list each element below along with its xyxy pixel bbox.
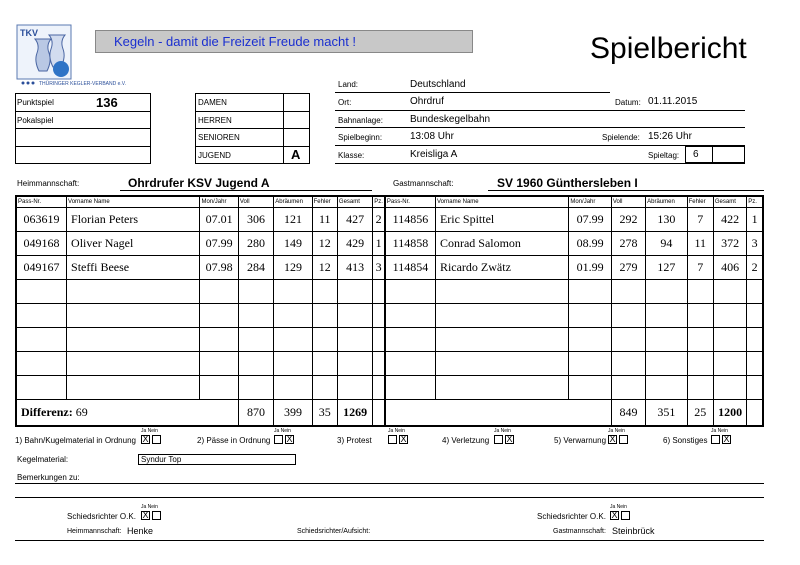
home-gesamt-cell	[337, 352, 372, 376]
kegelmaterial-label: Kegelmaterial:	[17, 455, 69, 464]
klasse-value: Kreisliga A	[410, 149, 458, 160]
punktspiel-value: 136	[96, 95, 118, 110]
home-fehler-cell: 12	[312, 232, 337, 256]
home-abr-cell	[274, 280, 312, 304]
home-voll-cell	[238, 352, 273, 376]
guest-pass-cell: 114854	[385, 256, 436, 280]
ja-label: Ja	[711, 428, 717, 434]
col-pz: Pz.	[373, 196, 385, 208]
home-name-cell	[67, 304, 200, 328]
guest-pz-cell	[747, 352, 763, 376]
col-passnr: Pass-Nr.	[385, 196, 436, 208]
cat-damen: DAMEN	[198, 98, 227, 107]
guest-voll-cell: 292	[611, 208, 645, 232]
home-fehler-cell	[312, 328, 337, 352]
home-pz-cell: 3	[373, 256, 385, 280]
check-label: 2) Pässe in Ordnung	[197, 436, 271, 445]
ort-value: Ohrdruf	[410, 96, 444, 107]
home-fehler-cell	[312, 352, 337, 376]
guest-gesamt-cell	[713, 352, 746, 376]
guest-voll-cell: 279	[611, 256, 645, 280]
home-pz-cell	[373, 304, 385, 328]
sign-guest-value: Steinbrück	[612, 526, 655, 536]
home-pz-cell	[373, 328, 385, 352]
guest-gesamt-cell	[713, 328, 746, 352]
home-fehler-cell	[312, 304, 337, 328]
home-abr-cell	[274, 376, 312, 400]
guest-pz-cell	[747, 376, 763, 400]
bahn-value: Bundeskegelbahn	[410, 114, 491, 125]
home-pz-cell: 2	[373, 208, 385, 232]
home-total-gesamt: 1269	[337, 400, 372, 427]
guest-abr-cell: 94	[646, 232, 687, 256]
nein-label: Nein	[500, 428, 511, 434]
nein-label: Nein	[616, 504, 627, 510]
guest-name-cell	[435, 304, 568, 328]
cat-herren: HERREN	[198, 116, 232, 125]
home-abr-cell: 129	[274, 256, 312, 280]
home-total-voll: 870	[238, 400, 273, 427]
guest-gesamt-cell: 422	[713, 208, 746, 232]
home-pass-cell: 049167	[16, 256, 67, 280]
nein-label: Nein	[717, 428, 728, 434]
spieltag-label: Spieltag:	[648, 151, 680, 160]
table-row	[16, 280, 763, 304]
guest-abr-cell	[646, 280, 687, 304]
table-row	[16, 208, 763, 232]
schiri-guest-ja[interactable]: X	[611, 510, 618, 520]
guest-pz-cell	[747, 328, 763, 352]
check-ja-box[interactable]	[388, 435, 397, 444]
home-gesamt-cell	[337, 304, 372, 328]
diff-value: 69	[75, 405, 88, 419]
check-ja-box[interactable]: X	[142, 434, 149, 444]
table-row	[16, 376, 763, 400]
guest-pass-cell: 114856	[385, 208, 436, 232]
home-pass-cell: 049168	[16, 232, 67, 256]
home-voll-cell: 280	[238, 232, 273, 256]
guest-date-cell	[569, 376, 611, 400]
col-passnr: Pass-Nr.	[16, 196, 67, 208]
home-pass-cell	[16, 376, 67, 400]
guest-abr-cell: 127	[646, 256, 687, 280]
home-pass-cell	[16, 280, 67, 304]
ja-label: Ja	[494, 428, 500, 434]
col-monjahr: Mon/Jahr	[569, 196, 611, 208]
home-voll-cell	[238, 304, 273, 328]
check-ja-box[interactable]	[711, 435, 720, 444]
land-label: Land:	[338, 80, 359, 89]
ja-label: Ja	[608, 428, 614, 434]
home-pz-cell	[373, 280, 385, 304]
beginn-label: Spielbeginn:	[338, 133, 383, 142]
col-abr: Abräumen	[274, 196, 312, 208]
home-fehler-cell	[312, 376, 337, 400]
ende-value: 15:26 Uhr	[648, 131, 692, 142]
guest-date-cell	[569, 280, 611, 304]
guest-fehler-cell	[687, 328, 713, 352]
home-name-cell	[67, 280, 200, 304]
home-total-fehler: 35	[312, 400, 337, 427]
guest-abr-cell	[646, 376, 687, 400]
table-row	[16, 328, 763, 352]
table-header	[16, 196, 763, 208]
guest-fehler-cell	[687, 304, 713, 328]
col-fehler: Fehler	[312, 196, 337, 208]
check-ja-box[interactable]	[274, 435, 283, 444]
home-date-cell	[200, 304, 238, 328]
check-ja-box[interactable]	[494, 435, 503, 444]
bahn-label: Bahnanlage:	[338, 116, 383, 125]
totals-row	[16, 400, 763, 427]
home-fehler-cell	[312, 280, 337, 304]
table-row	[16, 352, 763, 376]
guest-fehler-cell: 7	[687, 256, 713, 280]
guest-gesamt-cell	[713, 304, 746, 328]
home-voll-cell	[238, 328, 273, 352]
home-name-cell	[67, 376, 200, 400]
cat-jugend: JUGEND	[198, 151, 231, 160]
home-name-cell	[67, 328, 200, 352]
schiri-guest-label: Schiedsrichter O.K.	[537, 512, 606, 521]
home-abr-cell	[274, 328, 312, 352]
home-pass-cell: 063619	[16, 208, 67, 232]
ja-label: Ja	[388, 428, 394, 434]
table-row	[16, 304, 763, 328]
home-pz-cell	[373, 376, 385, 400]
guest-name-cell	[435, 352, 568, 376]
home-name-cell: Florian Peters	[67, 208, 200, 232]
guest-pass-cell	[385, 328, 436, 352]
guest-abr-cell	[646, 304, 687, 328]
guest-abr-cell: 130	[646, 208, 687, 232]
check-nein-box[interactable]	[619, 435, 628, 444]
sign-home-value: Henke	[127, 526, 154, 536]
check-nein-box[interactable]: X	[506, 434, 513, 444]
guest-pz-cell: 1	[747, 208, 763, 232]
guest-total-voll: 849	[611, 400, 645, 427]
home-pz-cell: 1	[373, 232, 385, 256]
home-pass-cell	[16, 304, 67, 328]
guest-gesamt-cell: 406	[713, 256, 746, 280]
guest-name-cell: Conrad Salomon	[435, 232, 568, 256]
guest-pz-cell	[747, 280, 763, 304]
home-gesamt-cell	[337, 328, 372, 352]
home-gesamt-cell	[337, 280, 372, 304]
diff-label: Differenz:	[21, 405, 73, 419]
guest-abr-cell	[646, 352, 687, 376]
col-name: Vorname Name	[435, 196, 568, 208]
guest-name-cell	[435, 280, 568, 304]
home-gesamt-cell	[337, 376, 372, 400]
guest-total-fehler: 25	[687, 400, 713, 427]
guest-pz-cell: 3	[747, 232, 763, 256]
bemerkungen-label: Bemerkungen zu:	[17, 473, 80, 482]
punktspiel-label: Punktspiel	[17, 98, 54, 107]
schiri-home-nein[interactable]	[152, 511, 161, 520]
guest-voll-cell: 278	[611, 232, 645, 256]
ort-label: Ort:	[338, 98, 352, 107]
check-label: 4) Verletzung	[442, 436, 490, 445]
ja-label: Ja	[141, 504, 147, 510]
home-gesamt-cell: 429	[337, 232, 372, 256]
guest-fehler-cell	[687, 352, 713, 376]
guest-name-cell	[435, 376, 568, 400]
home-abr-cell	[274, 352, 312, 376]
sign-aufsicht-label: Schiedsrichter/Aufsicht:	[297, 528, 371, 535]
guest-fehler-cell	[687, 376, 713, 400]
guest-date-cell	[569, 304, 611, 328]
check-label: 6) Sonstiges	[663, 436, 708, 445]
home-total-abr: 399	[274, 400, 312, 427]
col-abr: Abräumen	[646, 196, 687, 208]
guest-date-cell: 01.99	[569, 256, 611, 280]
home-gesamt-cell: 427	[337, 208, 372, 232]
table-row	[16, 256, 763, 280]
page-title: Spielbericht	[590, 32, 747, 65]
home-fehler-cell: 11	[312, 208, 337, 232]
kegelmaterial-value: Syndur Top	[141, 455, 182, 464]
home-voll-cell	[238, 280, 273, 304]
col-name: Vorname Name	[67, 196, 200, 208]
home-date-cell	[200, 376, 238, 400]
col-pz: Pz.	[747, 196, 763, 208]
kegelmaterial-field[interactable]	[138, 454, 296, 465]
col-monjahr: Mon/Jahr	[200, 196, 238, 208]
guest-name-cell: Eric Spittel	[435, 208, 568, 232]
home-date-cell	[200, 280, 238, 304]
sign-home-label: Heimmannschaft:	[67, 528, 122, 535]
home-date-cell: 07.01	[200, 208, 238, 232]
guest-voll-cell	[611, 328, 645, 352]
check-nein-box[interactable]: X	[723, 434, 730, 444]
guest-date-cell: 08.99	[569, 232, 611, 256]
logo-text: THÜRINGER KEGLER-VERBAND e.V.	[39, 81, 127, 87]
home-abr-cell	[274, 304, 312, 328]
beginn-value: 13:08 Uhr	[410, 131, 454, 142]
guest-total-abr: 351	[646, 400, 687, 427]
cat-senioren: SENIOREN	[198, 133, 240, 142]
table-row	[16, 232, 763, 256]
guest-voll-cell	[611, 304, 645, 328]
guest-team: SV 1960 Günthersleben I	[497, 176, 638, 190]
nein-label: Nein	[147, 428, 158, 434]
home-voll-cell	[238, 376, 273, 400]
datum-value: 01.11.2015	[648, 96, 698, 107]
logo	[17, 25, 127, 87]
pokalspiel-label: Pokalspiel	[17, 116, 54, 125]
guest-voll-cell	[611, 280, 645, 304]
guest-label: Gastmannschaft:	[393, 179, 454, 188]
col-fehler: Fehler	[687, 196, 713, 208]
nein-label: Nein	[614, 428, 625, 434]
land-value: Deutschland	[410, 79, 466, 90]
logo-abbr: TKV	[20, 28, 38, 38]
home-abr-cell: 121	[274, 208, 312, 232]
home-name-cell	[67, 352, 200, 376]
home-voll-cell: 284	[238, 256, 273, 280]
home-date-cell: 07.99	[200, 232, 238, 256]
home-fehler-cell: 12	[312, 256, 337, 280]
guest-voll-cell	[611, 376, 645, 400]
schiri-guest-nein[interactable]	[621, 511, 630, 520]
col-voll: Voll	[611, 196, 645, 208]
guest-pass-cell	[385, 376, 436, 400]
guest-gesamt-cell	[713, 280, 746, 304]
home-label: Heimmannschaft:	[17, 179, 80, 188]
guest-date-cell: 07.99	[569, 208, 611, 232]
col-gesamt: Gesamt	[713, 196, 746, 208]
kegel-logo-icon	[17, 25, 127, 87]
guest-name-cell: Ricardo Zwätz	[435, 256, 568, 280]
home-pass-cell	[16, 328, 67, 352]
home-name-cell: Oliver Nagel	[67, 232, 200, 256]
home-date-cell	[200, 328, 238, 352]
guest-fehler-cell: 7	[687, 208, 713, 232]
cat-jugend-mark: A	[291, 147, 301, 162]
guest-pass-cell	[385, 280, 436, 304]
results-table	[15, 195, 764, 427]
slogan-banner	[95, 30, 473, 53]
home-pass-cell	[16, 352, 67, 376]
guest-fehler-cell: 11	[687, 232, 713, 256]
guest-date-cell	[569, 352, 611, 376]
home-abr-cell: 149	[274, 232, 312, 256]
datum-label: Datum:	[615, 98, 641, 107]
guest-pass-cell: 114858	[385, 232, 436, 256]
guest-fehler-cell	[687, 280, 713, 304]
col-gesamt: Gesamt	[337, 196, 372, 208]
nein-label: Nein	[147, 504, 158, 510]
home-team: Ohrdrufer KSV Jugend A	[128, 176, 270, 190]
schiri-home-ja[interactable]: X	[142, 510, 149, 520]
guest-name-cell	[435, 328, 568, 352]
home-date-cell: 07.98	[200, 256, 238, 280]
ja-label: Ja	[610, 504, 616, 510]
guest-abr-cell	[646, 328, 687, 352]
home-name-cell: Steffi Beese	[67, 256, 200, 280]
sign-guest-label: Gastmannschaft:	[553, 528, 606, 535]
klasse-label: Klasse:	[338, 151, 365, 160]
ja-label: Ja	[141, 428, 147, 434]
spieltag-value: 6	[693, 149, 699, 160]
check-ja-box[interactable]: X	[609, 434, 616, 444]
home-pz-cell	[373, 352, 385, 376]
guest-date-cell	[569, 328, 611, 352]
guest-pass-cell	[385, 304, 436, 328]
guest-total-gesamt: 1200	[713, 400, 746, 427]
guest-pz-cell	[747, 304, 763, 328]
check-label: 1) Bahn/Kugelmaterial in Ordnung	[15, 436, 136, 445]
home-date-cell	[200, 352, 238, 376]
guest-gesamt-cell	[713, 376, 746, 400]
check-nein-box[interactable]	[152, 435, 161, 444]
guest-voll-cell	[611, 352, 645, 376]
schiri-home-label: Schiedsrichter O.K.	[67, 512, 136, 521]
ja-label: Ja	[274, 428, 280, 434]
check-label: 3) Protest	[337, 436, 372, 445]
guest-gesamt-cell: 372	[713, 232, 746, 256]
ende-label: Spielende:	[602, 133, 640, 142]
home-voll-cell: 306	[238, 208, 273, 232]
nein-label: Nein	[280, 428, 291, 434]
check-nein-box[interactable]: X	[286, 434, 293, 444]
nein-label: Nein	[394, 428, 405, 434]
guest-pz-cell: 2	[747, 256, 763, 280]
check-label: 5) Verwarnung	[554, 436, 607, 445]
check-nein-box[interactable]: X	[400, 434, 407, 444]
slogan-text: Kegeln - damit die Freizeit Freude macht !	[114, 34, 357, 49]
guest-pass-cell	[385, 352, 436, 376]
home-gesamt-cell: 413	[337, 256, 372, 280]
col-voll: Voll	[238, 196, 273, 208]
